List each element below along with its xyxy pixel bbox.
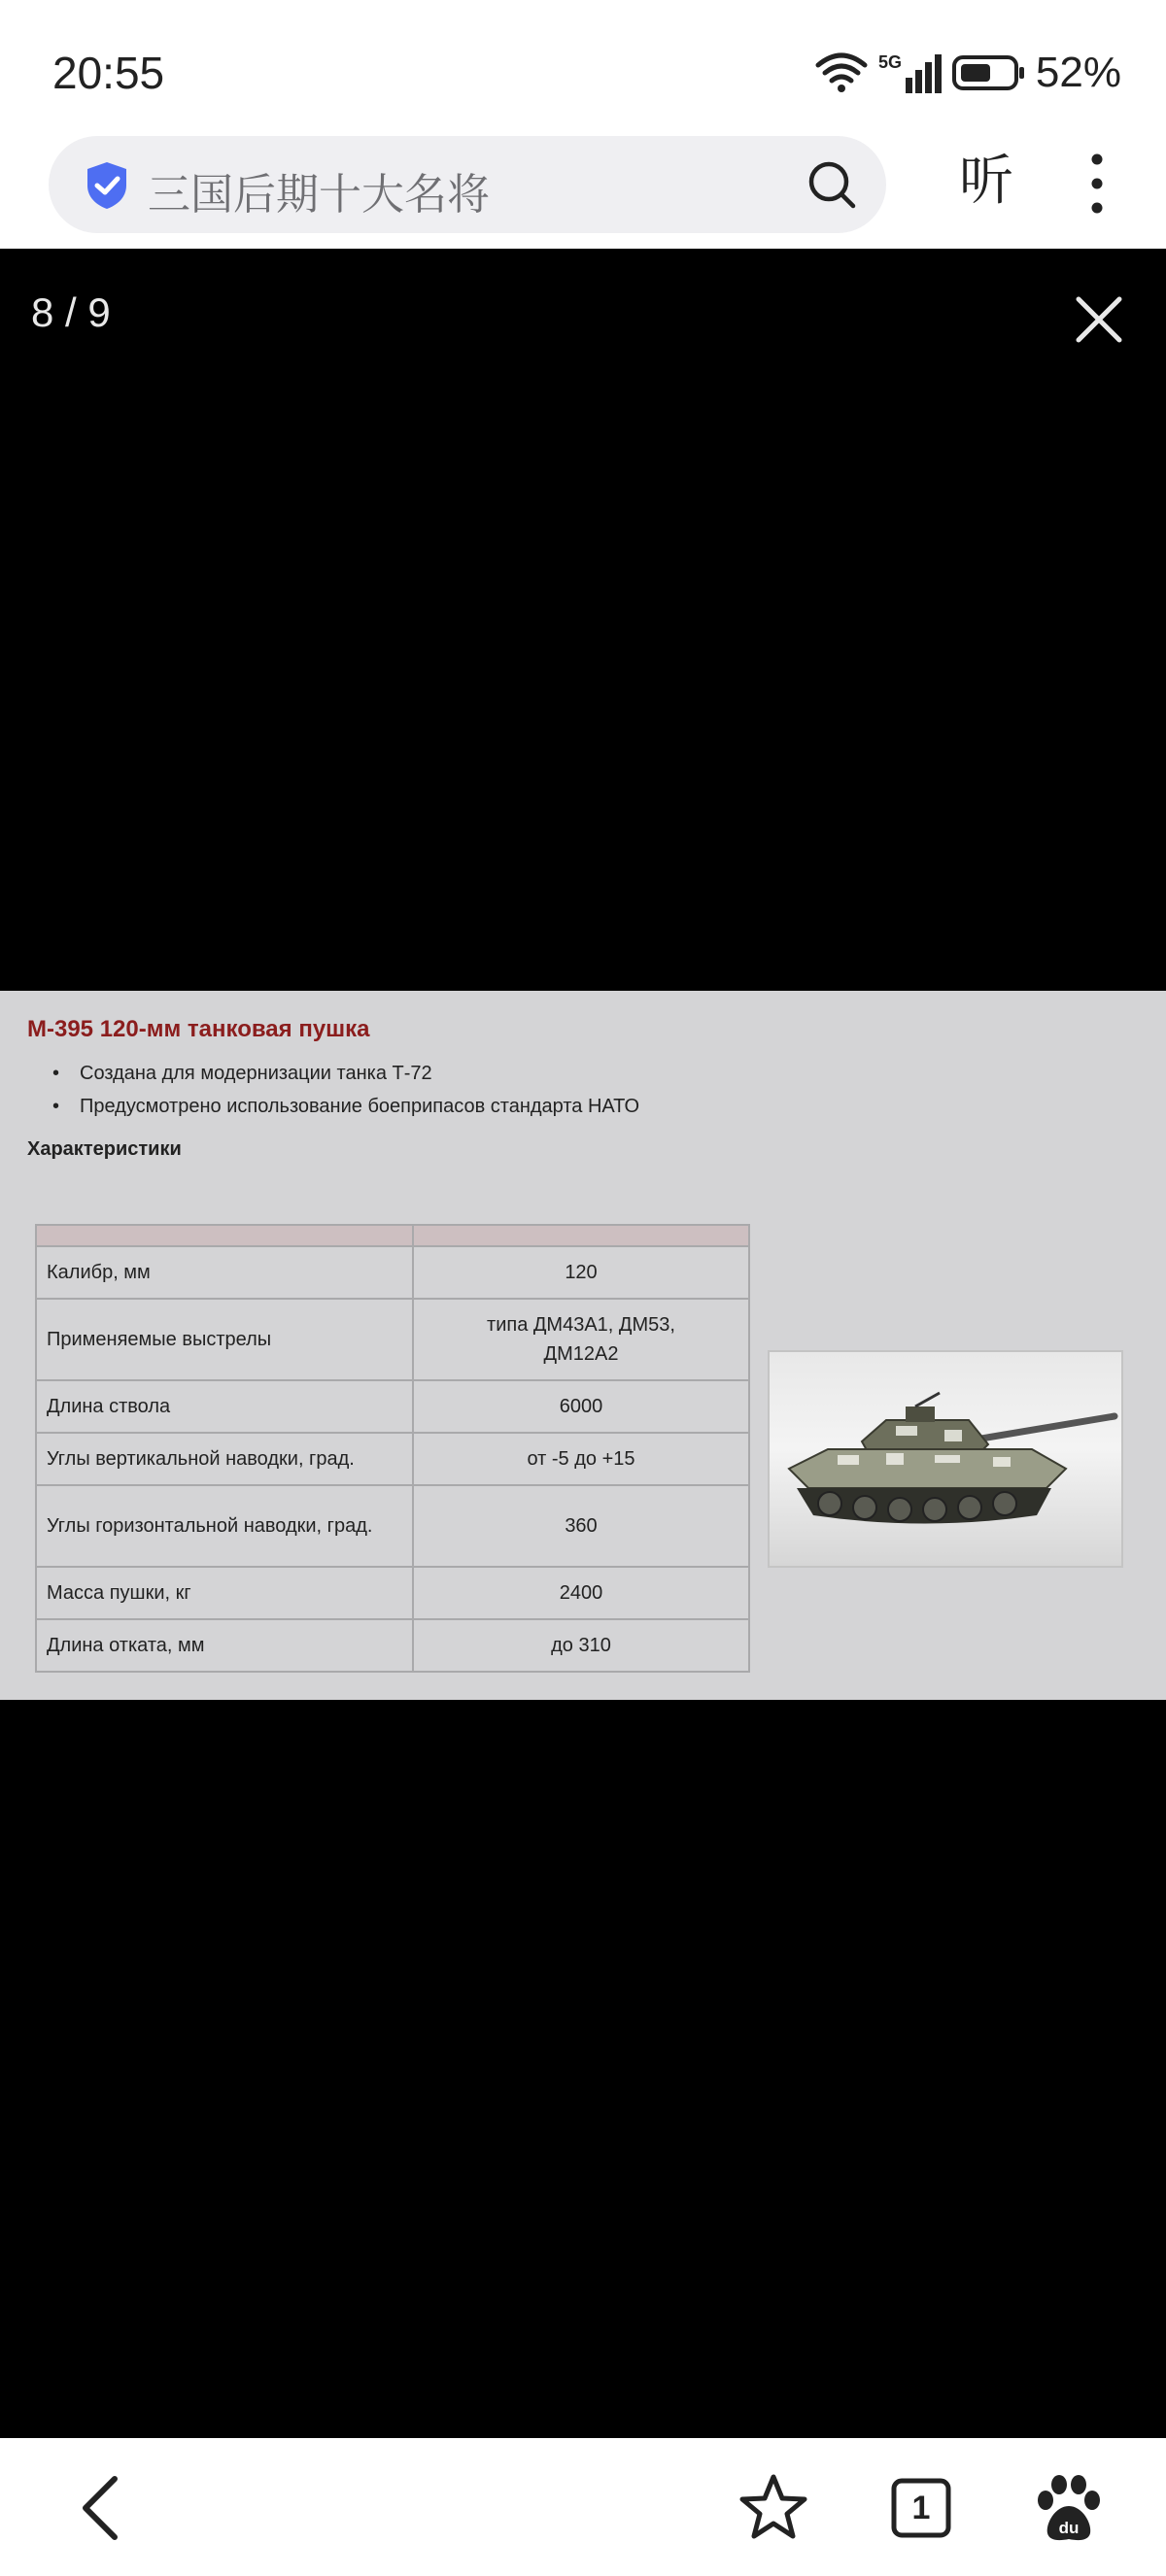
table-row — [36, 1433, 749, 1485]
battery-icon — [952, 53, 1026, 92]
shield-check-icon — [84, 160, 130, 211]
spec-label: Применяемые выстрелы — [36, 1299, 413, 1380]
spec-table — [35, 1224, 750, 1673]
spec-value: типа ДМ43А1, ДМ53, ДМ12А2 — [413, 1299, 749, 1380]
status-icons — [814, 49, 1121, 97]
search-icon[interactable] — [806, 159, 857, 210]
battery-percent: 52% — [1035, 49, 1121, 96]
spec-label: Длина отката, мм — [36, 1619, 413, 1672]
more-vertical-icon[interactable] — [1075, 150, 1119, 218]
table-row — [36, 1619, 749, 1672]
spec-value: 6000 — [413, 1380, 749, 1433]
spec-label: Калибр, мм — [36, 1246, 413, 1299]
svg-text:du: du — [1058, 2519, 1080, 2537]
spec-label: Углы вертикальной наводки, град. — [36, 1433, 413, 1485]
back-icon[interactable] — [64, 2469, 142, 2547]
table-row — [36, 1567, 749, 1619]
table-row — [36, 1485, 749, 1567]
image-viewer[interactable] — [0, 249, 1166, 2438]
list-item: • Предусмотрено использование боеприпасов стандарта НАТО — [52, 1090, 639, 1123]
viewed-image — [0, 991, 1166, 1700]
feature-list — [52, 1057, 639, 1123]
status-bar — [0, 0, 1166, 136]
tabs-button[interactable] — [882, 2469, 960, 2547]
image-counter: 8 / 9 — [31, 289, 111, 335]
spec-label: Углы горизонтальной наводки, град. — [36, 1485, 413, 1567]
tank-image — [768, 1350, 1123, 1568]
close-icon[interactable] — [1075, 295, 1123, 344]
star-icon[interactable] — [735, 2469, 812, 2547]
listen-button[interactable]: 听 — [959, 150, 1013, 213]
baidu-paw-icon[interactable] — [1030, 2469, 1108, 2547]
signal-icon — [878, 51, 943, 95]
browser-toolbar — [0, 124, 1166, 249]
tabs-count: 1 — [911, 2490, 931, 2526]
table-header-row — [36, 1225, 749, 1246]
search-input[interactable] — [49, 136, 886, 233]
characteristics-heading: Характеристики — [27, 1138, 182, 1160]
spec-label: Длина ствола — [36, 1380, 413, 1433]
search-query: 三国后期十大名将 — [148, 170, 490, 220]
wifi-icon — [814, 51, 869, 94]
spec-value: 120 — [413, 1246, 749, 1299]
spec-label: Масса пушки, кг — [36, 1567, 413, 1619]
table-row — [36, 1380, 749, 1433]
svg-text:5G: 5G — [877, 52, 902, 72]
table-row — [36, 1246, 749, 1299]
list-item: • Создана для модернизации танка Т-72 — [52, 1057, 639, 1090]
status-time: 20:55 — [52, 48, 165, 98]
spec-value: от -5 до +15 — [413, 1433, 749, 1485]
table-row — [36, 1299, 749, 1380]
spec-value: 360 — [413, 1485, 749, 1567]
spec-value: 2400 — [413, 1567, 749, 1619]
gun-title: М-395 120-мм танковая пушка — [27, 1016, 370, 1042]
spec-value: до 310 — [413, 1619, 749, 1672]
tank-illustration — [770, 1352, 1121, 1566]
bottom-navigation — [0, 2438, 1166, 2576]
